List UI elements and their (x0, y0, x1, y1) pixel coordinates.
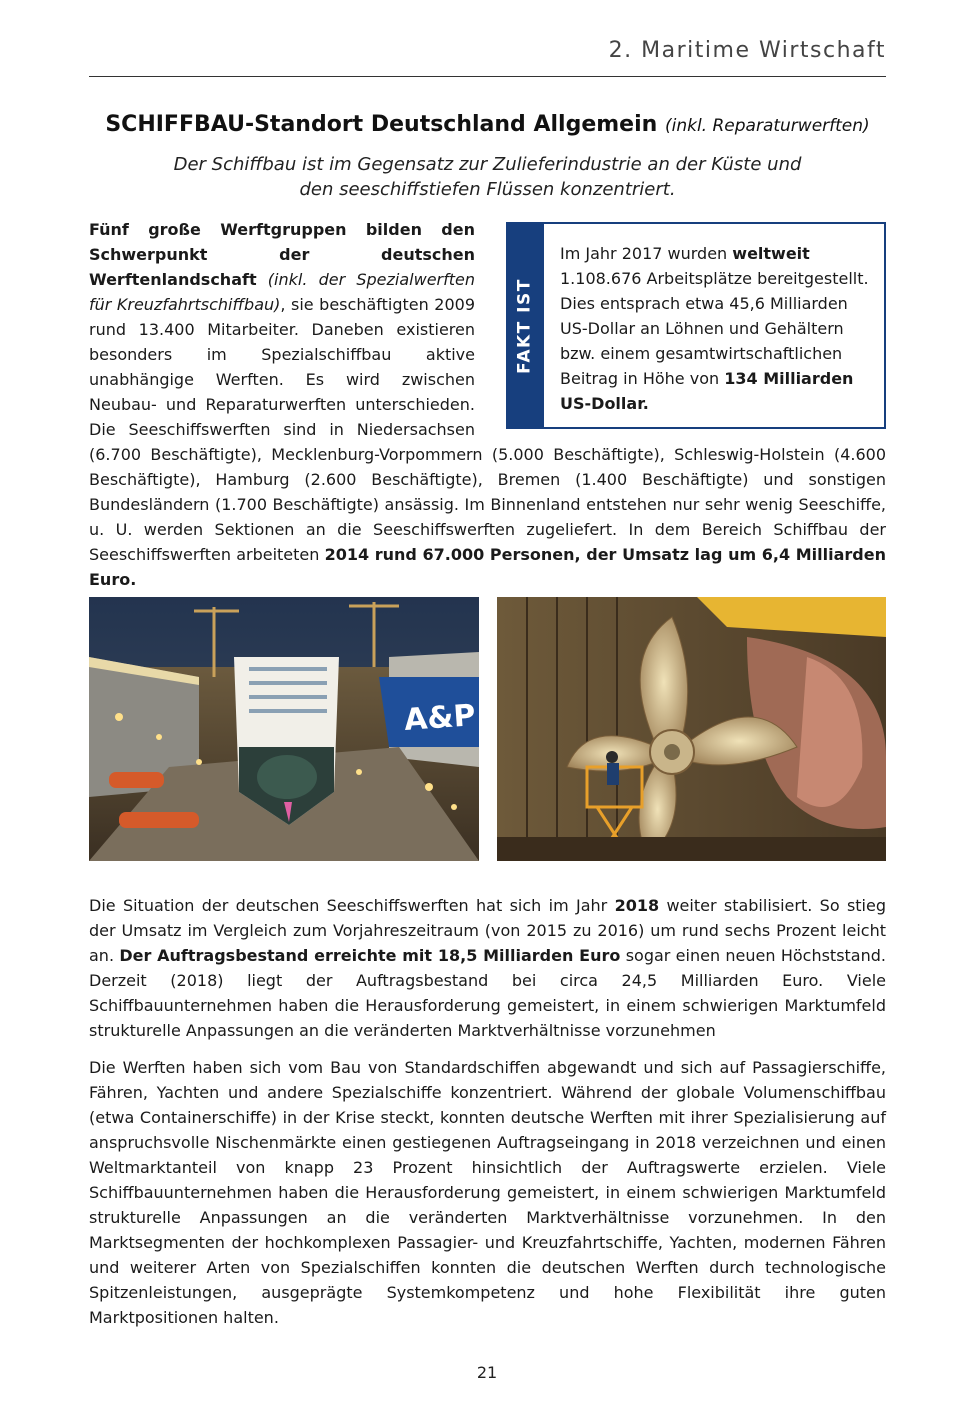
fact-text-1: Im Jahr 2017 wurden (560, 244, 733, 263)
intro-bold-1: Fünf große Werftgruppen bilden den Schwerpunkt der deutschen Werftenlandschaft (89, 220, 475, 289)
page-number: 21 (476, 1363, 498, 1382)
para2-text-1: Die Situation der deutschen Seeschiffswerften hat sich im Jahr (89, 896, 615, 915)
propeller-illustration (497, 597, 886, 861)
fact-box-label: FAKT IST (514, 277, 535, 374)
fact-text-2: 1.108.676 Arbeitsplätze bereitgestellt. Dies entsprach etwa 45,6 Milliarden US-Dollar an Löhnen und Gehältern bzw. einem gesamtwirtschaftlichen Beitrag in Höhe von (560, 269, 869, 388)
situation-paragraph (89, 893, 886, 1043)
title-main: SCHIFFBAU-Standort Deutschland Allgemein (105, 112, 658, 137)
subtitle (89, 152, 886, 202)
chapter-title: 2. Maritime Wirtschaft (608, 38, 886, 63)
specialisation-paragraph: Die Werften haben sich vom Bau von Standardschiffen abgewandt und sich auf Passagierschiffe, Fähren, Yachten und andere Spezialschiffe konzentriert. Während der globale Volumenschiffbau (etwa Containerschiffe) in der Krise steckt, konnten deutsche Werften mit ihrer Spezialisierung auf anspruchsvolle Nischenmärkte einen gestiegenen Auftragseingang in 2018 verzeichnen und einen Weltmarktanteil von knapp 23 Prozent hinsichtlich der Auftragswerte erzielen. Viele Schiffbauunternehmen haben die Herausforderung gemeistert, in einem schwierigen Marktumfeld strukturelle Anpassungen an die veränderten Marktverhältnisse vorzunehmen. In den Marktsegmenten der hochkomplexen Passagier- und Kreuzfahrtschiffe, Yachten, modernen Fähren und weiterer Arten von Spezialschiffen konnten die deutschen Werften durch technologische Spitzenleistungen, ausgeprägte Systemkompetenz und hohe Flexibilität ihre guten Marktpositionen halten. (89, 1058, 886, 1327)
para2-bold-2: Der Auftragsbestand erreichte mit 18,5 Milliarden Euro (119, 946, 621, 965)
intro-paragraph (89, 217, 886, 592)
fact-box-tab (506, 222, 544, 429)
intro-italic-1: (inkl. der Spezialwerften für Kreuzfahrtschiffbau) (89, 270, 475, 314)
subtitle-line-1: Der Schiffbau ist im Gegensatz zur Zulieferindustrie an der Küste und (173, 154, 802, 175)
fact-bold-1: weltweit (732, 244, 810, 263)
drydock-illustration (89, 597, 479, 861)
intro-bold-2: 2014 rund 67.000 Personen, der Umsatz lag um 6,4 Milliarden Euro. (89, 545, 887, 589)
fact-box (506, 222, 886, 429)
subtitle-line-2: den seeschiffstiefen Flüssen konzentriert. (299, 179, 676, 200)
shipyard-drydock-photo (89, 597, 479, 861)
page-title (89, 112, 886, 137)
para2-text-2: weiter stabilisiert. So stieg der Umsatz im Vergleich zum Vorjahreszeitraum (von 2015 zu 2016) um rund sechs Prozent leicht an. (89, 896, 886, 965)
intro-text-1: , sie beschäftigten 2009 rund 13.400 Mitarbeiter. Daneben existieren besonders im Spezialschiffbau aktive unabhängige Werften. Es wird zwischen Neubau- und Reparaturwerften unterschieden. Die Seeschiffswerften sind in Niedersachsen (6.700 Beschäftigte), Mecklenburg-Vorpommern (5.000 Beschäftigte), Schleswig-Holstein (4.600 Beschäftigte), Hamburg (2.600 Beschäftigte), Bremen (1.400 Beschäftigte) und sonstigen Bundesländern (1.700 Beschäftigte) ansässig. Im Binnenland entstehen nur sehr wenig Seeschiffe, u. U. werden Sektionen an die Seeschiffswerften zugeliefert. In dem Bereich Schiffbau der Seeschiffswerften arbeiteten (89, 295, 886, 564)
title-note: (inkl. Reparaturwerften) (664, 116, 870, 136)
ship-propeller-photo (497, 597, 886, 861)
fact-bold-2: 134 Milliarden US-Dollar. (560, 369, 854, 413)
fact-box-content (544, 222, 886, 429)
ap-logo: A&P (402, 698, 477, 738)
para2-bold-1: 2018 (614, 896, 660, 915)
page-header (89, 36, 886, 77)
para2-text-3: sogar einen neuen Höchststand. Derzeit (2018) liegt der Auftragsbestand bei circa 24,5 Milliarden Euro. Viele Schiffbauunternehmen haben die Herausforderung gemeistert, in einem schwierigen Marktumfeld strukturelle Anpassungen an die veränderten Marktverhältnisse vorzunehmen (89, 946, 886, 1040)
